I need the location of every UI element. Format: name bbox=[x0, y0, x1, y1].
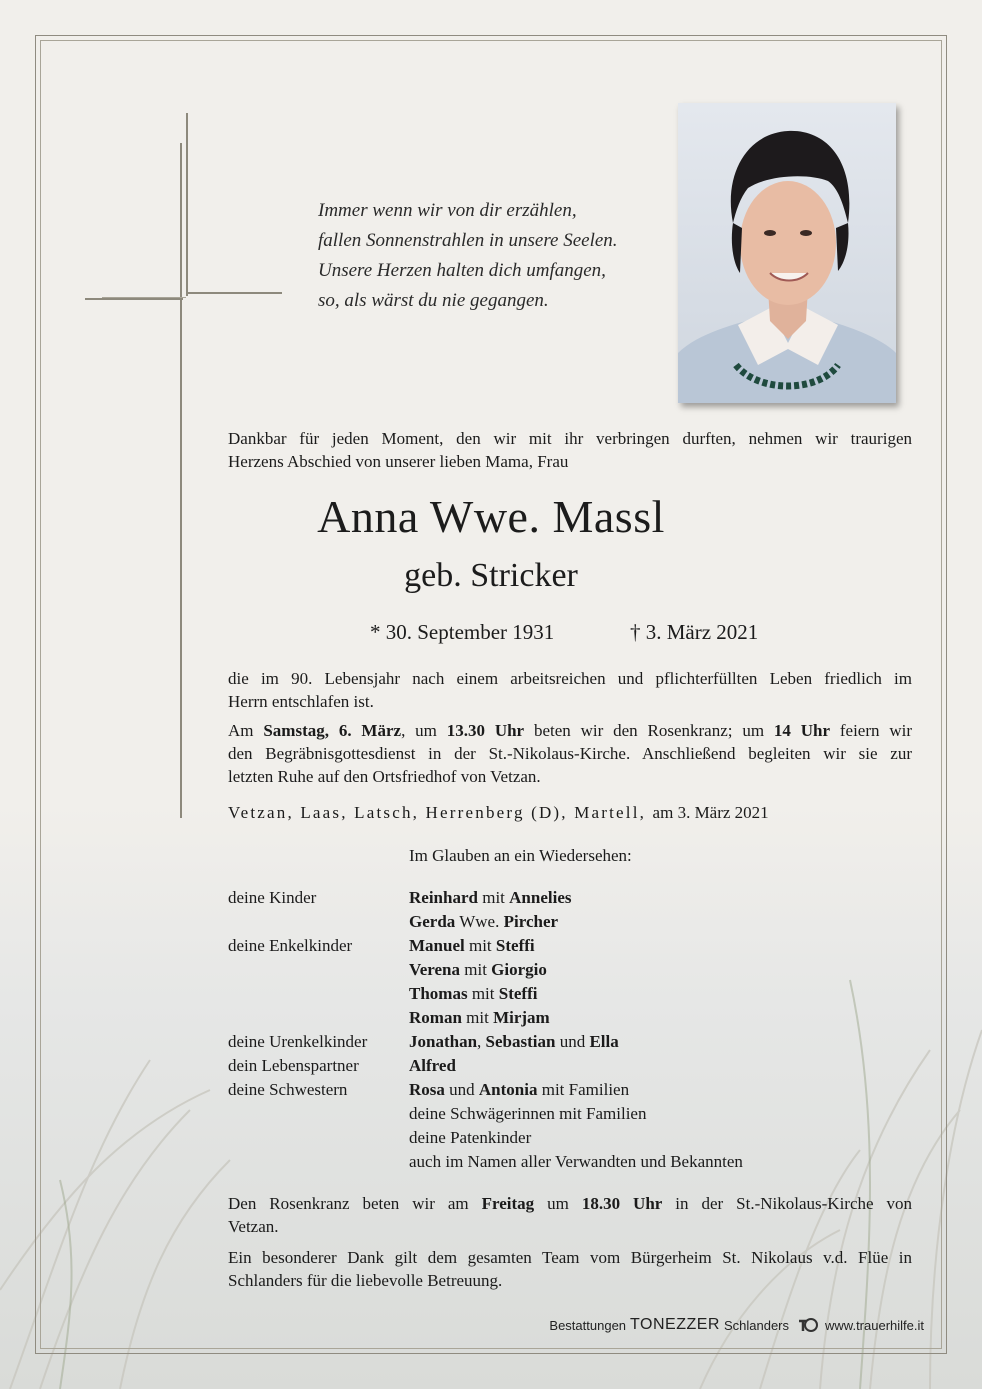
relation-names: Gerda Wwe. Pircher bbox=[409, 912, 559, 931]
relation-names: Jonathan, Sebastian und Ella bbox=[409, 1032, 619, 1051]
footer-brand: TONEZZER bbox=[630, 1316, 720, 1333]
funeral-home-footer bbox=[549, 1316, 924, 1334]
funeral-paragraph bbox=[228, 719, 912, 788]
text-run: beten wir den Rosenkranz; um bbox=[524, 721, 774, 740]
quote-line: Immer wenn wir von dir erzählen, bbox=[318, 200, 577, 221]
footer-prefix: Bestattungen bbox=[549, 1317, 627, 1333]
quote-line: fallen Sonnenstrahlen in unsere Seelen. bbox=[318, 230, 618, 251]
relation-label: deine Kinder bbox=[228, 888, 317, 907]
relation-label: deine Schwestern bbox=[228, 1080, 348, 1099]
relation-names: Alfred bbox=[409, 1056, 456, 1075]
text-run: feiern wir bbox=[830, 721, 912, 740]
relation-label: dein Lebenspartner bbox=[228, 1056, 359, 1075]
relation-names: Verena mit Giorgio bbox=[409, 960, 547, 979]
relation-names: Rosa und Antonia mit Familien bbox=[409, 1080, 630, 1099]
footer-url[interactable]: www.trauerhilfe.it bbox=[825, 1317, 924, 1333]
rosary-time: 13.30 Uhr bbox=[446, 721, 525, 740]
passing-paragraph bbox=[228, 667, 912, 713]
quote-line: Unsere Herzen halten dich umfangen, bbox=[318, 260, 606, 281]
relation-names: auch im Namen aller Verwandten und Bekannten bbox=[409, 1152, 743, 1171]
service-day: Samstag, 6. März bbox=[263, 721, 402, 740]
death-date: † 3. März 2021 bbox=[630, 620, 759, 644]
rosary-time: 18.30 Uhr bbox=[581, 1194, 663, 1213]
memorial-quote bbox=[318, 196, 658, 316]
notice-date: am 3. März 2021 bbox=[652, 803, 769, 822]
paragraph-line: Den Rosenkranz beten wir am Freitag um 18.30 Uhr in der St.-Nikolaus-Kirche von bbox=[228, 1194, 912, 1213]
maiden-name: geb. Stricker bbox=[404, 557, 578, 594]
portrait-photo bbox=[678, 103, 896, 403]
deceased-name: Anna Wwe. Massl bbox=[317, 491, 665, 542]
relation-label: deine Urenkelkinder bbox=[228, 1032, 368, 1051]
paragraph-line: den Begräbnisgottesdienst in der St.-Nikolaus-Kirche. Anschließend begleiten wir sie zur bbox=[228, 744, 912, 763]
towns: Vetzan, Laas, Latsch, Herrenberg (D), Martell, bbox=[228, 803, 647, 822]
place-date-line bbox=[228, 803, 769, 823]
relation-names: Roman mit Mirjam bbox=[409, 1008, 550, 1027]
intro-line: Herzens Abschied von unserer lieben Mama, Frau bbox=[228, 452, 569, 471]
relation-names: Thomas mit Steffi bbox=[409, 984, 538, 1003]
quote-line: so, als wärst du nie gegangen. bbox=[318, 290, 549, 311]
relation-names: deine Patenkinder bbox=[409, 1128, 532, 1147]
faith-line: Im Glauben an ein Wiedersehen: bbox=[409, 846, 632, 865]
footer-suffix: Schlanders bbox=[723, 1317, 790, 1333]
paragraph-line: Vetzan. bbox=[228, 1217, 279, 1236]
paragraph-line: Schlanders für die liebevolle Betreuung. bbox=[228, 1271, 503, 1290]
text-run: , um bbox=[401, 721, 447, 740]
rosary-day: Freitag bbox=[481, 1194, 535, 1213]
trauerhilfe-logo-icon bbox=[797, 1317, 819, 1333]
intro-line: Dankbar für jeden Moment, den wir mit ihr verbringen durften, nehmen wir traurigen bbox=[228, 429, 912, 448]
mass-time: 14 Uhr bbox=[773, 721, 831, 740]
rosary-paragraph bbox=[228, 1192, 912, 1238]
thanks-paragraph bbox=[228, 1246, 912, 1292]
paragraph-line: Ein besonderer Dank gilt dem gesamten Team vom Bürgerheim St. Nikolaus v.d. Flüe in bbox=[228, 1248, 912, 1267]
paragraph-line: Herrn entschlafen ist. bbox=[228, 692, 374, 711]
text-run: Am bbox=[228, 721, 264, 740]
paragraph-line bbox=[228, 719, 912, 742]
relation-label: deine Enkelkinder bbox=[228, 936, 353, 955]
relation-names: Reinhard mit Annelies bbox=[409, 888, 572, 907]
paragraph-line: die im 90. Lebensjahr nach einem arbeitsreichen und pflichterfüllten Leben friedlich im bbox=[228, 669, 912, 688]
birth-date: * 30. September 1931 bbox=[370, 620, 555, 644]
relation-names: deine Schwägerinnen mit Familien bbox=[409, 1104, 647, 1123]
paragraph-line: letzten Ruhe auf den Ortsfriedhof von Vetzan. bbox=[228, 767, 541, 786]
relation-names: Manuel mit Steffi bbox=[409, 936, 535, 955]
intro-text bbox=[228, 427, 912, 473]
